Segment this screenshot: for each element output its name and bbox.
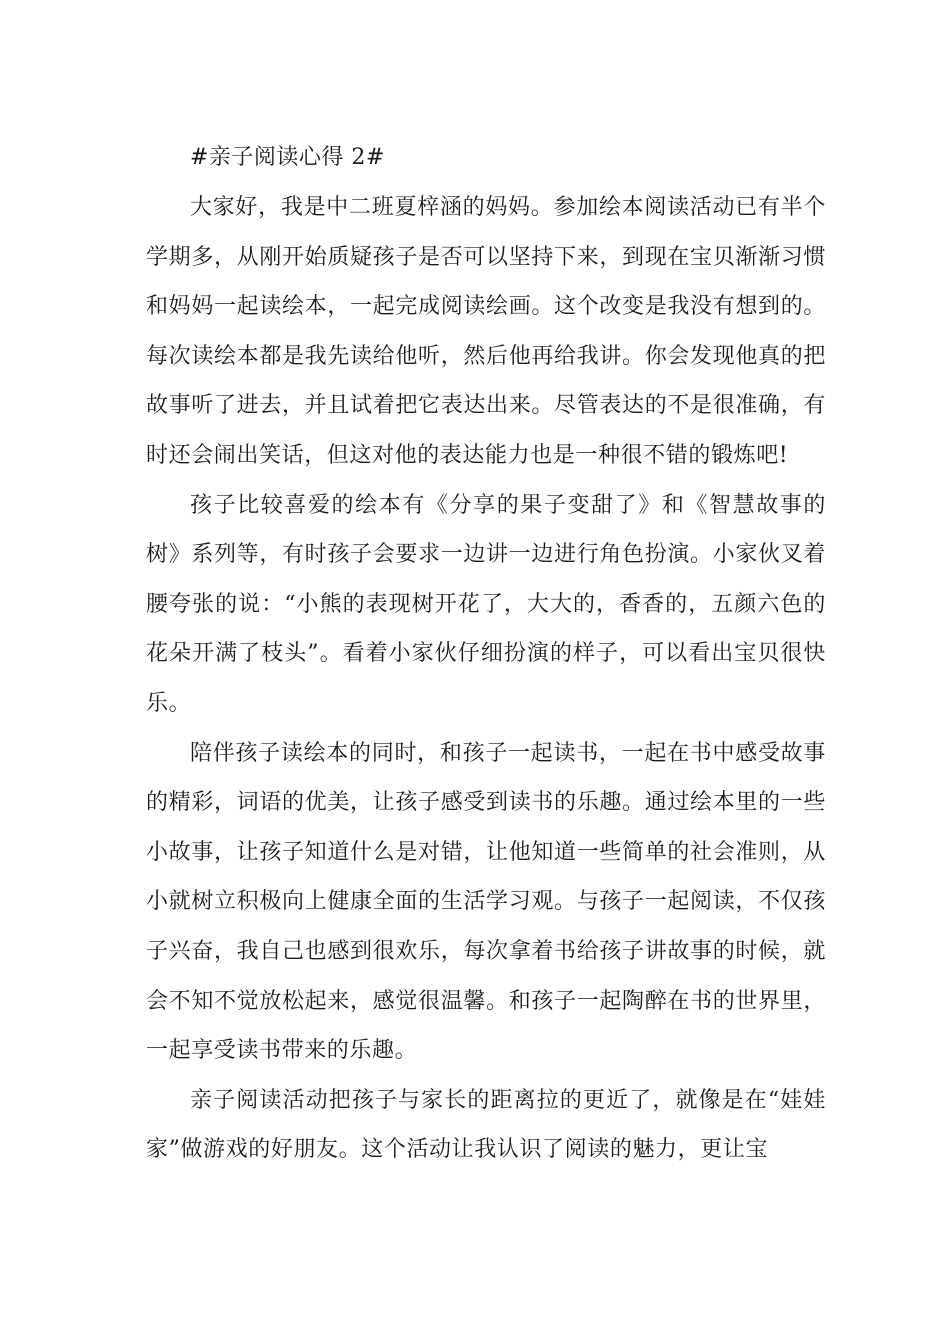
- paragraph-1: 大家好，我是中二班夏梓涵的妈妈。参加绘本阅读活动已有半个学期多，从刚开始质疑孩子是否可以坚持下来，到现在宝贝渐渐习惯和妈妈一起读绘本，一起完成阅读绘画。这个改变是我没有想到的。每次读绘本都是我先读给他听，然后他再给我讲。你会发现他真的把故事听了进去，并且试着把它表达出来。尽管表达的不是很准确，有时还会闹出笑话，但这对他的表达能力也是一种很不错的锻炼吧!: [146, 195, 826, 468]
- document-body: [146, 133, 826, 1175]
- paragraph-3: 陪伴孩子读绘本的同时，和孩子一起读书，一起在书中感受故事的精彩，词语的优美，让孩子感受到读书的乐趣。通过绘本里的一些小故事，让孩子知道什么是对错，让他知道一些简单的社会准则，从小就树立积极向上健康全面的生活学习观。与孩子一起阅读，不仅孩子兴奋，我自己也感到很欢乐，每次拿着书给孩子讲故事的时候，就会不知不觉放松起来，感觉很温馨。和孩子一起陶醉在书的世界里，一起享受读书带来的乐趣。: [146, 740, 826, 1064]
- paragraph-4: 亲子阅读活动把孩子与家长的距离拉的更近了，就像是在“娃娃家”做游戏的好朋友。这个活动让我认识了阅读的魅力，更让宝: [146, 1087, 826, 1163]
- paragraph-2: 孩子比较喜爱的绘本有《分享的果子变甜了》和《智慧故事的树》系列等，有时孩子会要求一边讲一边进行角色扮演。小家伙叉着腰夸张的说：“小熊的表现树开花了，大大的，香香的，五颜六色的花朵开满了枝头”。看着小家伙仔细扮演的样子，可以看出宝贝很快乐。: [146, 492, 826, 716]
- section-heading: #亲子阅读心得 2#: [190, 145, 385, 170]
